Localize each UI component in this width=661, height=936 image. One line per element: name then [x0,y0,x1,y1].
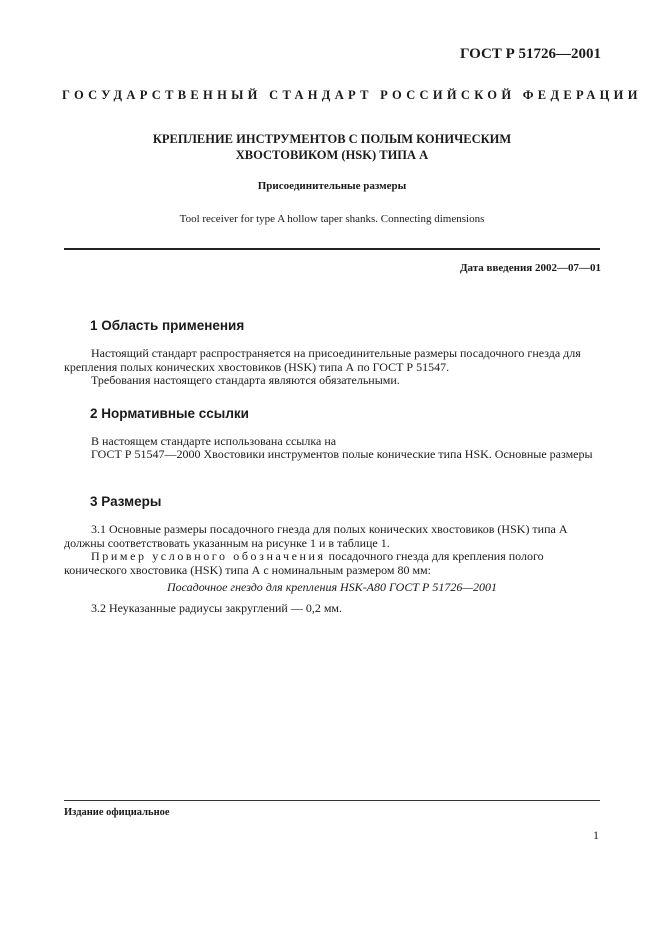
section-3-paragraph-2: 3.2 Неуказанные радиусы закруглений — 0,2 мм. [91,601,343,615]
introduction-date: Дата введения 2002—07—01 [459,262,601,274]
section-3-paragraph-1: 3.1 Основные размеры посадочного гнезда для полых конических хвостовиков (HSK) типа А должны соответствовать указанным на рисунке 1 и в таблице 1. [64,522,568,550]
document-subtitle: Присоединительные размеры [257,180,407,192]
official-edition-label: Издание официальное [64,807,170,818]
section-2-paragraph-1: В настоящем стандарте использована ссылка на [91,434,337,448]
top-divider [64,248,600,250]
section-1-paragraph-2: Требования настоящего стандарта являются обязательными. [91,373,400,387]
page-number: 1 [593,828,599,842]
title-line-1: КРЕПЛЕНИЕ ИНСТРУМЕНТОВ С ПОЛЫМ КОНИЧЕСКИМ [152,132,512,146]
section-1-paragraph-1: Настоящий стандарт распространяется на присоединительные размеры посадочного гнезда для крепления полых конических хвостовиков (HSK) типа А по ГОСТ Р 51547. [64,346,581,374]
english-title: Tool receiver for type A hollow taper shanks. Connecting dimensions [179,213,485,225]
example-text: посадочного гнезда для крепления полого конического хвостовика (HSK) типа А с номинальным размером 80 мм: [64,549,544,577]
designation-example: Посадочное гнездо для крепления HSK-A80 ГОСТ Р 51726—2001 [166,580,498,594]
section-1-heading: 1 Область применения [90,318,245,333]
state-standard-heading: ГОСУДАРСТВЕННЫЙ СТАНДАРТ РОССИЙСКОЙ ФЕДЕРАЦИИ [62,88,642,102]
document-code: ГОСТ Р 51726—2001 [459,46,601,62]
document-title [62,131,602,163]
section-3-heading: 3 Размеры [90,494,162,509]
example-label: Пример условного обозначения [91,549,326,563]
section-2-reference: ГОСТ Р 51547—2000 Хвостовики инструментов полые конические типа HSK. Основные размеры [91,447,593,461]
title-line-2: ХВОСТОВИКОМ (HSK) ТИПА А [235,148,429,162]
footer-divider [64,800,600,801]
section-2-heading: 2 Нормативные ссылки [90,406,249,421]
section-3-example [64,550,600,577]
